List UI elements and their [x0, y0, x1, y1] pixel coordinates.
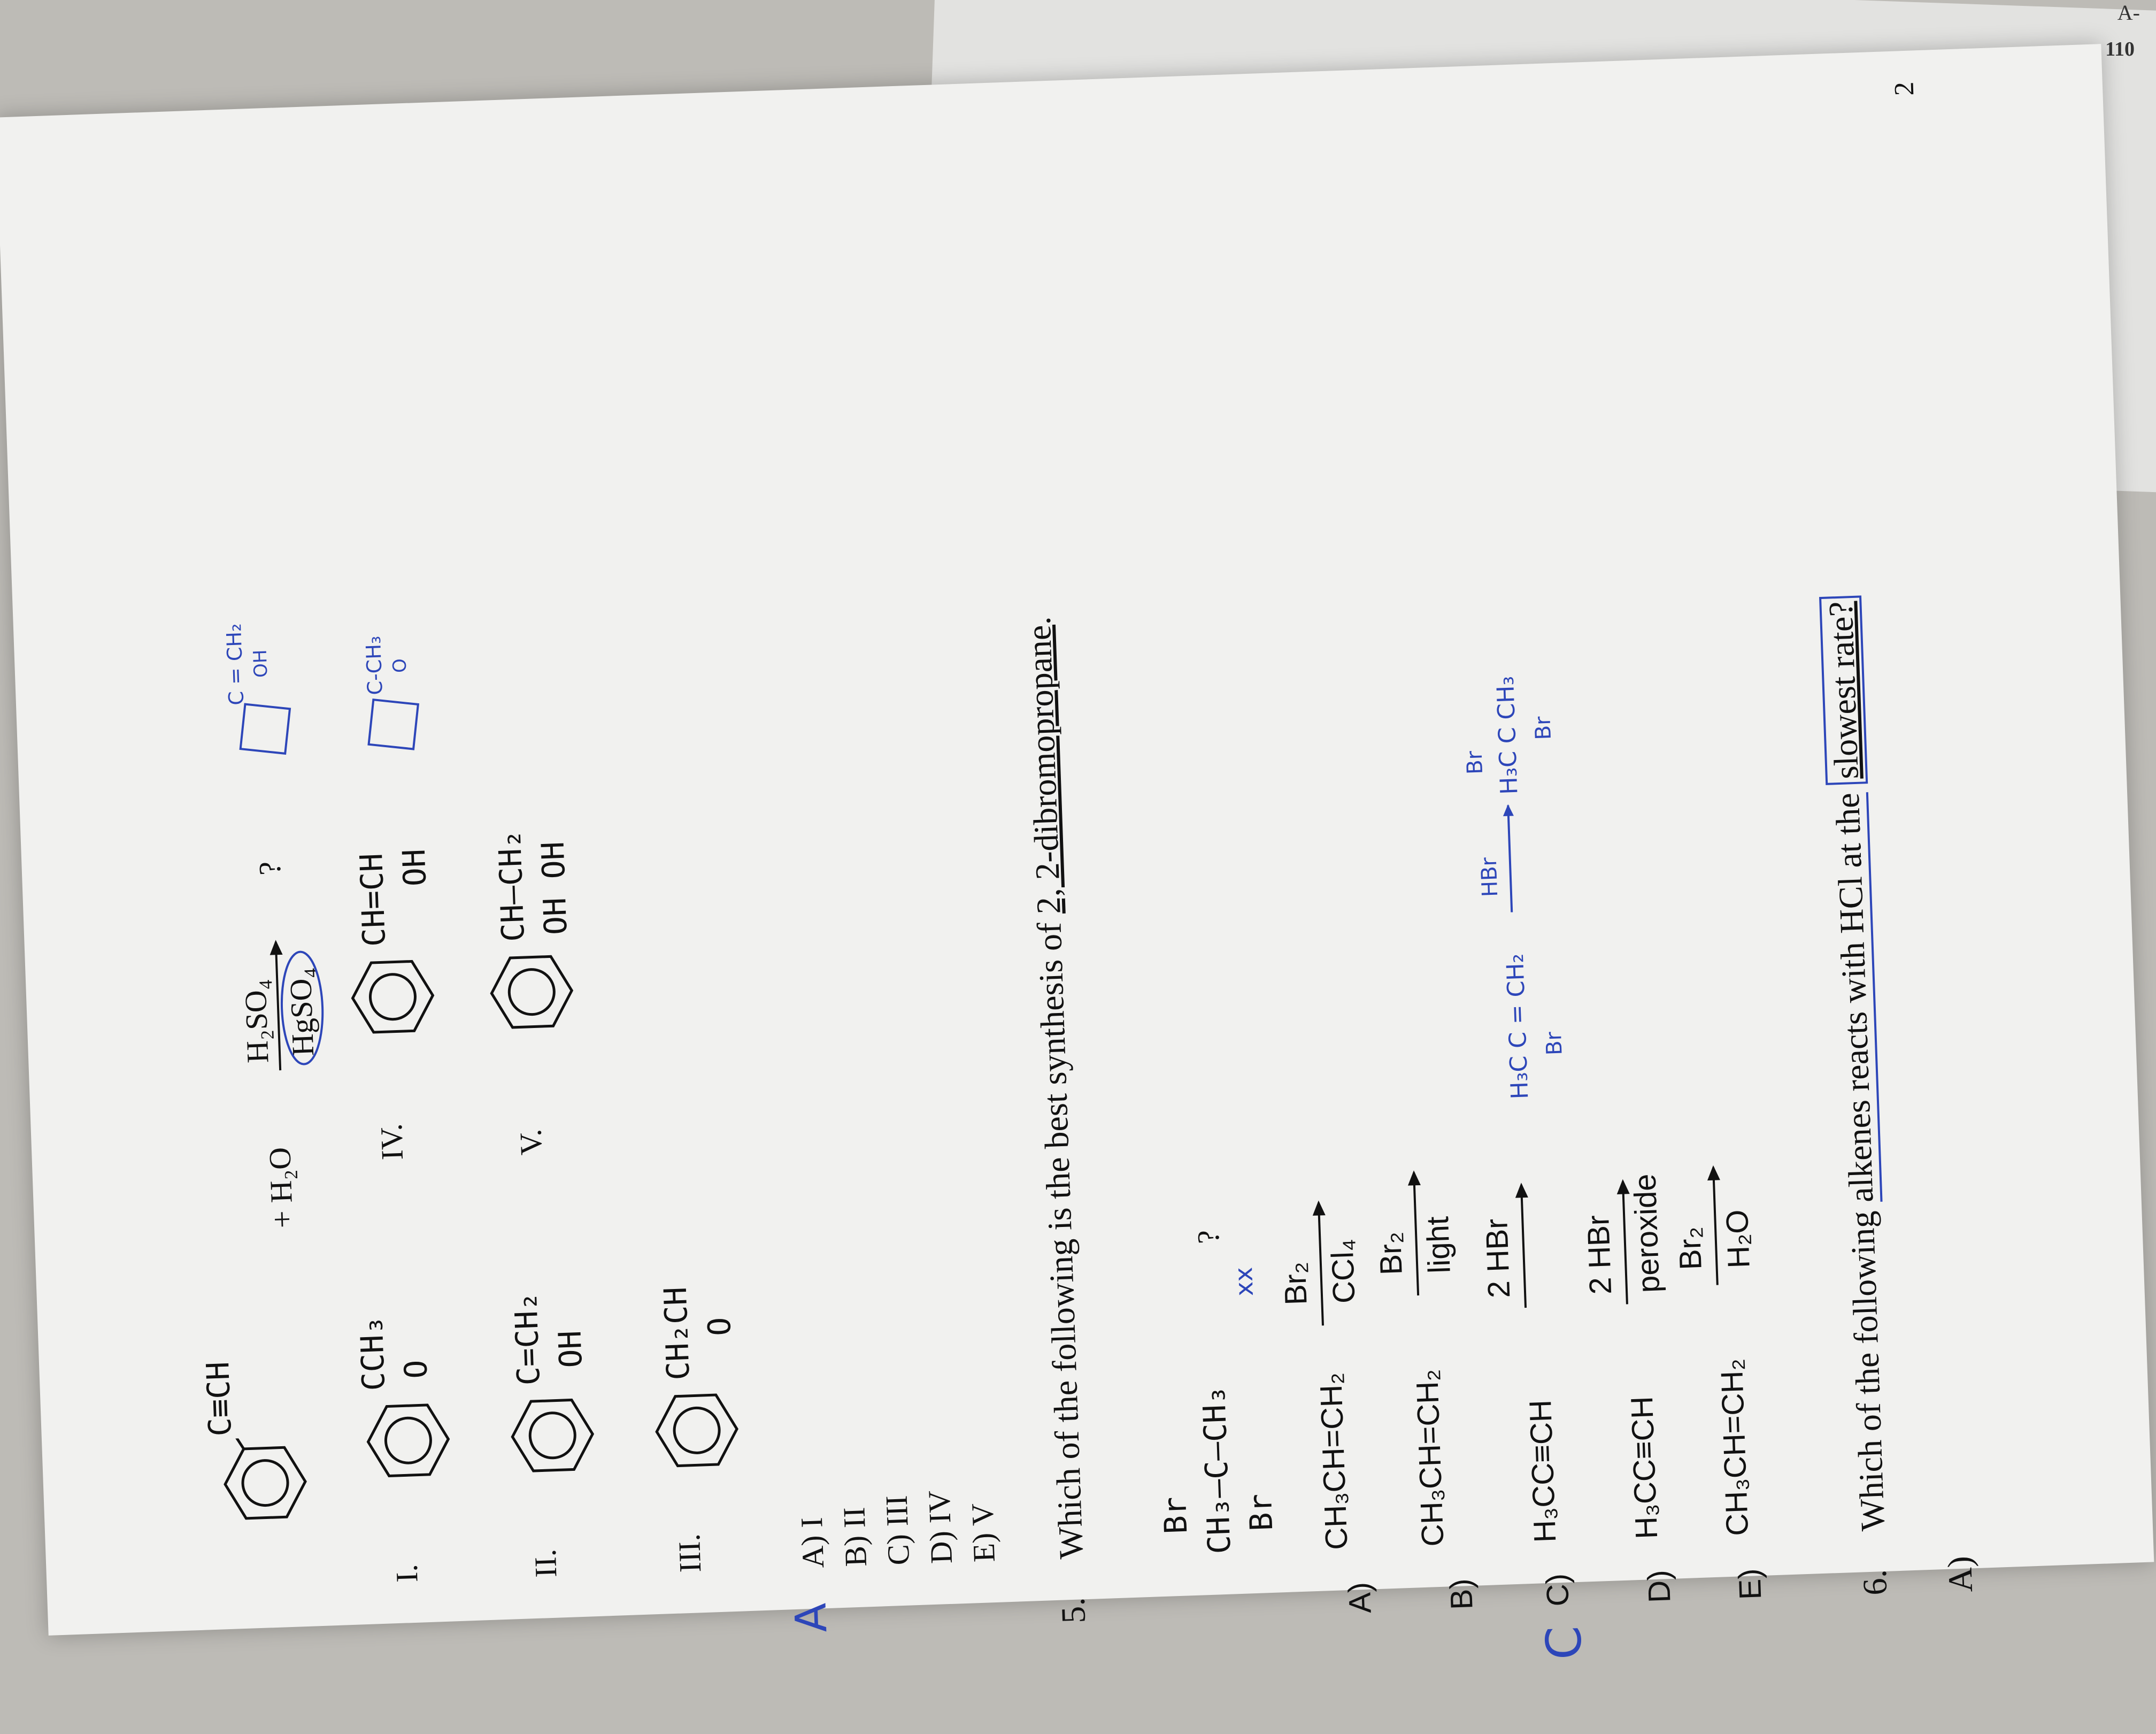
q4-benzene-1: [361, 1393, 456, 1487]
q5-option-c-top: 2 HBr: [1479, 1218, 1517, 1299]
q5-option-c-label: C): [1539, 1573, 1576, 1607]
q5-option-a-reactant: CH₃CH=CH₂: [1313, 1372, 1354, 1551]
q6-number: 6.: [1855, 1569, 1895, 1596]
q5-option-e-arrow: [1712, 1168, 1719, 1285]
q4-sub-5-low: OH OH: [534, 841, 574, 936]
q4-sub-1: CCH₃: [353, 1315, 392, 1392]
q5-target-q: ?: [1190, 1229, 1226, 1245]
q5-answer-hand: C: [1535, 1625, 1593, 1661]
q4-hand-note-2: C-CH₃: [361, 635, 387, 696]
q5-option-a-top: Br₂: [1277, 1261, 1314, 1306]
q5-option-e-top: Br₂: [1672, 1226, 1708, 1271]
q4-water: + H₂O: [262, 1146, 300, 1229]
q5-text: Which of the following is the best synthesis of: [1029, 913, 1090, 1560]
q4-sub-3: CH₂CH: [657, 1286, 697, 1381]
q5-hand-reagent: HBr: [1476, 857, 1503, 897]
q5-option-c-arrow: [1520, 1185, 1527, 1308]
q4-answer-hand: A: [786, 1602, 837, 1633]
q4-reagent-top: H₂SO₄: [237, 979, 275, 1064]
q5-option-a-bottom: CCl₄: [1325, 1238, 1362, 1305]
q4-benzene-5: [484, 945, 579, 1039]
q6-text-boxed: slowest rate?: [1819, 595, 1868, 785]
q5-hand-product-br-top: Br: [1462, 750, 1488, 775]
q4-benzene-2: [505, 1388, 599, 1483]
q5-target-br-top: Br: [1157, 1496, 1195, 1535]
q5-option-c-reactant: H₃CC≡CH: [1523, 1399, 1563, 1544]
q6-question: [1821, 595, 1893, 1532]
q5-option-b-arrow: [1413, 1172, 1419, 1295]
q4-label-3: III.: [671, 1533, 708, 1574]
q5-option-d-bottom: peroxide: [1627, 1173, 1667, 1294]
q5-option-d-top: 2 HBr: [1581, 1214, 1619, 1295]
q5-option-e-label: E): [1732, 1568, 1768, 1600]
q6-option-a: A): [1940, 1555, 1980, 1593]
q5-hand-arrow: [1507, 805, 1513, 912]
q4-option-d: D) IV: [921, 1490, 959, 1564]
q5-hand-product-br-bottom: Br: [1530, 716, 1557, 741]
q4-sub-5: CH—CH₂: [491, 829, 532, 942]
q4-sub-3-low: O: [700, 1316, 738, 1337]
q5-hand-step1: H₃C C = CH₂: [1501, 953, 1534, 1100]
q4-benzene-4: [346, 950, 440, 1044]
corner-text: A-: [2117, 1, 2140, 25]
q5-hand-product: H₃C C CH₃: [1491, 676, 1523, 795]
q5-option-b-label: B): [1443, 1578, 1480, 1610]
q4-hand-note-1: C = CH₂: [221, 623, 249, 706]
q4-benzene-3: [650, 1383, 744, 1477]
q5-hand-step1-br: Br: [1542, 1031, 1567, 1056]
q4-option-c: C) III: [879, 1494, 917, 1566]
q4-hand-box-2: [367, 699, 419, 750]
q4-product-mark: ?: [252, 861, 288, 876]
q4-option-a: A) I: [794, 1516, 831, 1569]
q4-start-substituent: C≡CH: [199, 1361, 238, 1437]
q4-label-4: IV.: [373, 1123, 410, 1161]
q5-question: [1019, 616, 1091, 1560]
q4-label-2: II.: [527, 1548, 564, 1578]
page-content: [0, 42, 2156, 1734]
q5-target-br-bottom: Br: [1242, 1493, 1280, 1532]
q4-sub-4: CH=CH: [353, 853, 393, 948]
q5-option-e-bottom: H₂O: [1719, 1209, 1757, 1269]
corner-number: 110: [2105, 38, 2135, 60]
q6-text-b: alkenes reacts with HCl at the: [1828, 792, 1883, 1203]
q5-option-b-reactant: CH₃CH=CH₂: [1409, 1369, 1451, 1547]
q4-hand-box-1: [239, 703, 291, 755]
q5-option-d-label: D): [1641, 1569, 1677, 1603]
q5-option-e-reactant: CH₃CH=CH₂: [1714, 1358, 1755, 1537]
page-number: 2: [1889, 81, 1920, 96]
q6-text-a: Which of the following: [1842, 1201, 1892, 1532]
q5-option-b-top: Br₂: [1372, 1231, 1409, 1276]
q4-sub-2-low: OH: [551, 1330, 589, 1369]
q4-hand-circle: [276, 948, 328, 1068]
exam-page: [0, 44, 2154, 1661]
q5-option-d-reactant: H₃CC≡CH: [1624, 1395, 1665, 1540]
q5-option-a-arrow: [1318, 1202, 1324, 1325]
q5-hand-mark: xx: [1229, 1267, 1259, 1297]
q4-sub-2: C=CH₂: [507, 1291, 547, 1386]
q4-option-b: B) II: [836, 1506, 874, 1568]
q4-label-5: V.: [513, 1128, 549, 1156]
q4-option-e: E) V: [965, 1502, 1002, 1563]
q4-sub-1-low: O: [397, 1359, 435, 1379]
q5-target-structure: CH₃—C—CH₃: [1195, 1385, 1238, 1555]
q5-text-end: .: [1019, 616, 1058, 626]
q4-reagent-bottom: HgSO₄: [282, 967, 321, 1057]
q5-option-b-bottom: light: [1420, 1216, 1457, 1274]
q4-hand-note-1b: OH: [249, 649, 272, 678]
q4-start-benzene: [218, 1436, 312, 1530]
q4-sub-4-low: OH: [395, 848, 434, 887]
q4-hand-note-2b: O: [389, 658, 411, 673]
q5-number: 5.: [1053, 1597, 1093, 1624]
q5-option-a-label: A): [1342, 1582, 1378, 1614]
q5-target-name: 2, 2-dibromopropane: [1019, 624, 1068, 915]
q4-label-1: I.: [389, 1563, 425, 1583]
